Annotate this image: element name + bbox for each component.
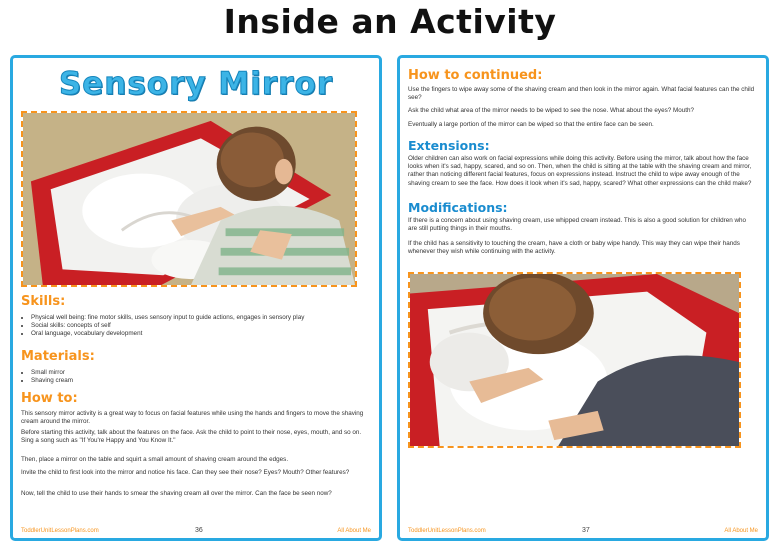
right-page — [397, 55, 769, 541]
extensions-paragraph: Older children can also work on facial expressions while doing this activity. Before using the mirror, talk about how the face looks when it's sad, happy, scared, and so on. Then, when the child is sitting at the table with the shaving cream and mirror, rather than noticing different facial features, focus on expressions instead. Instruct the child to wipe away enough of the shaving cream to see the face. How does it look when it's sad, happy, scared? What other expressions can the child make? — [408, 155, 752, 187]
howto-paragraph: Before starting this activity, talk about the features on the face. Ask the child to point to their nose, eyes, mouth, and so on. Sing a song such as "If You're Happy and You Know It." — [21, 429, 362, 445]
materials-list — [21, 369, 369, 385]
howto-paragraph: This sensory mirror activity is a great way to focus on facial features while using the hands and fingers to move the shaving cream around the mirror. — [21, 410, 364, 426]
footer-unit: All About Me — [724, 528, 758, 534]
howto-paragraph: Invite the child to first look into the mirror and notice his face. Can they see their nose? Eyes? Mouth? Other features? — [21, 469, 350, 476]
skills-heading: Skills: — [21, 294, 66, 309]
list-item: • Small mirror — [31, 369, 369, 377]
photo-illustration-left — [23, 113, 355, 285]
footer-site[interactable]: ToddlerUnitLessonPlans.com — [21, 528, 99, 534]
modifications-paragraph: If the child has a sensitivity to touching the cream, have a cloth or baby wipe handy. This way they can wipe their hands whenever they wish while continuing with the activity. — [408, 240, 740, 256]
footer-site[interactable]: ToddlerUnitLessonPlans.com — [408, 528, 486, 534]
list-item: • Oral language, vocabulary development — [31, 330, 369, 338]
list-item: • Shaving cream — [31, 377, 369, 385]
howto-heading: How to: — [21, 391, 78, 406]
howto-continued-heading: How to continued: — [408, 68, 543, 83]
list-item: • Physical well being: fine motor skills, uses sensory input to guide actions, engages in sensory play — [31, 314, 369, 322]
modifications-paragraph: If there is a concern about using shaving cream, use whipped cream instead. This is also a good solution for children who are still putting things in their mouths. — [408, 217, 747, 233]
skills-list — [21, 314, 369, 339]
howto-paragraph: Now, tell the child to use their hands to smear the shaving cream all over the mirror. Can the face be seen now? — [21, 490, 332, 497]
left-page — [10, 55, 382, 541]
page-number: 37 — [582, 527, 590, 534]
howto-paragraph: Then, place a mirror on the table and squirt a small amount of shaving cream around the edges. — [21, 456, 289, 463]
page-number: 36 — [195, 527, 203, 534]
modifications-heading: Modifications: — [408, 200, 508, 215]
page-heading: Inside an Activity — [223, 2, 557, 41]
howto-continued-paragraph: Use the fingers to wipe away some of the shaving cream and then look in the mirror again. What facial features can the child see? — [408, 86, 755, 102]
activity-title: Sensory Mirror — [58, 66, 334, 102]
howto-continued-paragraph: Ask the child what area of the mirror needs to be wiped to see the nose. What about the eyes? Mouth? — [408, 107, 694, 114]
footer-unit: All About Me — [337, 528, 371, 534]
activity-photo-right — [408, 272, 741, 448]
activity-photo-left — [21, 111, 357, 287]
photo-illustration-right — [410, 274, 739, 446]
howto-continued-paragraph: Eventually a large portion of the mirror can be wiped so that the entire face can be seen. — [408, 121, 654, 128]
materials-heading: Materials: — [21, 349, 95, 364]
list-item: • Social skills: concepts of self — [31, 322, 369, 330]
extensions-heading: Extensions: — [408, 138, 490, 153]
